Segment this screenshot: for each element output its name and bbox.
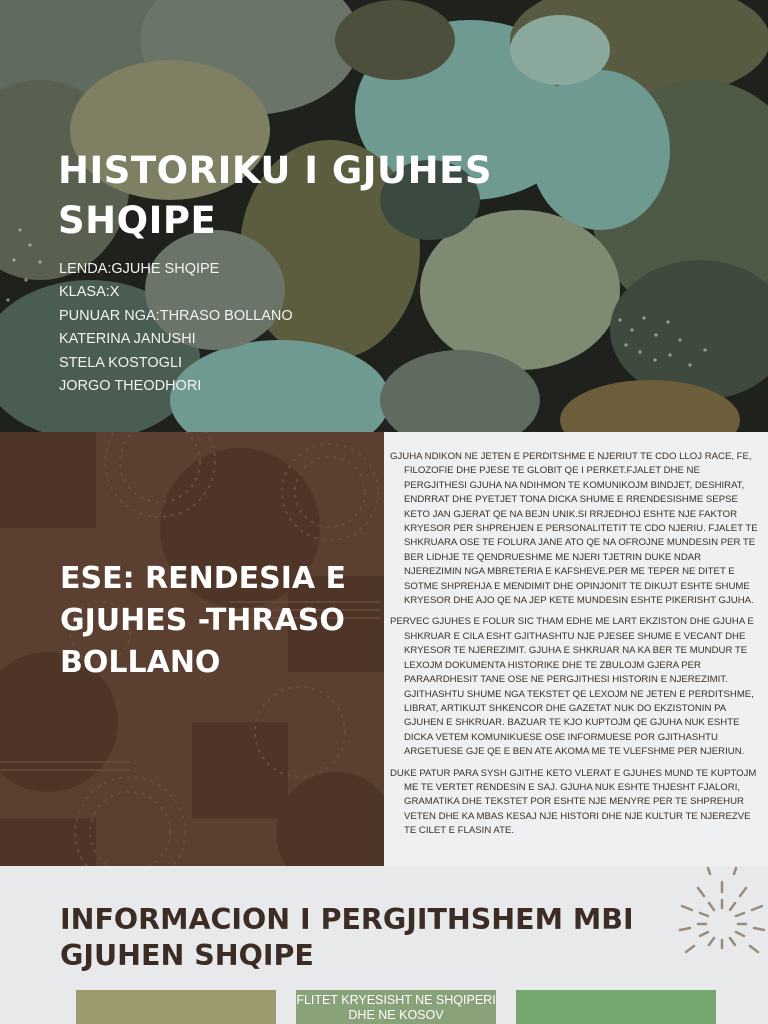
author-name: STELA KOSTOGLI	[59, 354, 183, 371]
essay-paragraph: DUKE PATUR PARA SYSH GJITHE KETO VLERAT E GJUHES MUND TE KUPTOJM ME TE VERTET RENDESIN E SAJ. GJUHA NUK ESHTE THJESHT FJALORI, GRAMATIKA DHE TEKSTET POR ESHTE NJE MENYRE PER TE SHPREHUR VETEN DHE KA MBAS KESAJ NJE HISTORI DHE NJE KULTUR TE NJEREZVE TE CILET E FLASIN ATE.	[390, 767, 757, 837]
info-card	[516, 990, 716, 1024]
info-heading: INFORMACION I PERGJITHSHEM MBI GJUHEN SHQIPE	[60, 903, 634, 972]
essay-body	[390, 450, 760, 846]
info-card	[76, 990, 276, 1024]
essay-title-panel	[0, 432, 384, 866]
essay-slide	[0, 432, 768, 866]
author-name: JORGO THEODHORI	[59, 378, 202, 395]
essay-paragraph: GJUHA NDIKON NE JETEN E PERDITSHME E NJERIUT TE CDO LLOJ RACE, FE, FILOZOFIE DHE PJESE TE GLOBIT QE I PERKET.FJALET DHE NE PERGJITHESI GJUHA NA NDIHMON TE KOMUNIKOJM BINDJET, DESHIRAT, ENDRRAT DHE PYETJET TONA DICKA SHUME E RRENDESISHME SEPSE KETO JAN GJERAT QE NA BEJN UNIK.SI RRJEDHOJ ESHTE NJE FAKTOR KRYESOR PER SHPREHJEN E PERSONALITETIT TE CDO NJERIU. FJALET TE SHKRUARA OSE TE FOLURA JANE ATO QE NA OFROJNE MUNDESIN PER TE BER LIDHJE TE QENDRUESHME ME NJERI TJETRIN DUKE NDAR NJEREZIMIN NGA MBRETERIA E KAFSHEVE.PER ME TEPER NE DITET E SOTME SHPREHJA E MENDIMIT DHE OPINJONIT TE DIKUJT ESHTE SHUME KRYESOR DHE AJO QE NA JEP KETE MUNDESIN ESHTE PIKERISHT GJUHA.	[390, 451, 758, 607]
essay-heading: ESE: RENDESIA E GJUHES -THRASO BOLLANO	[60, 561, 347, 680]
author-label: PUNUAR NGA:THRASO BOLLANO	[59, 307, 293, 324]
info-slide	[0, 866, 768, 1024]
essay-paragraph: PERVEC GJUHES E FOLUR SIC THAM EDHE ME LART EKZISTON DHE GJUHA E SHKRUAR E CILA ESHT GJITHASHTU NJE PJESEE SHUME E VECANT DHE KRYESOR TE NJEREZIMIT. GJUHA E SHKRUAR NA KA BER TE MUNDUR TE LEXOJM DOKUMENTA HISTORIKE DHE TE ZBULOJM GJERA PER PARAARDHESIT TANE OSE NE PERGJITHESI HISTORIN E NJEREZIMIT. GJITHASHTU SHUME NGA TEKSTET QE LEXOJM NE JETEN E PERDITSHME, LIBRAT, ARTIKUJT SHKENCOR DHE GAZETAT NUK DO EKZISTONIN PA GJUHEN E SHKRUAR. BAZUAR TE KJO KUPTOJM QE GJUHA NUK ESHTE DICKA VETEM KOMUNIKUESE OSE INFORMUESE POR GJITHASHTU ARGETUESE GJE QE E BEN ATE AKOMA ME TE VLEFSHME PER NJERIUN.	[390, 616, 754, 758]
slide-title: HISTORIKU I GJUHES SHQIPE	[58, 149, 492, 242]
credits-list	[59, 258, 293, 398]
title-slide	[0, 0, 768, 432]
subject-label: LENDA:GJUHE SHQIPE	[59, 261, 220, 277]
author-name: KATERINA JANUSHI	[59, 331, 196, 348]
info-card	[296, 990, 496, 1024]
class-label: KLASA:X	[59, 284, 120, 301]
info-card-text: FLITET KRYESISHT NE SHQIPERI DHE NE KOSOV	[296, 993, 496, 1022]
